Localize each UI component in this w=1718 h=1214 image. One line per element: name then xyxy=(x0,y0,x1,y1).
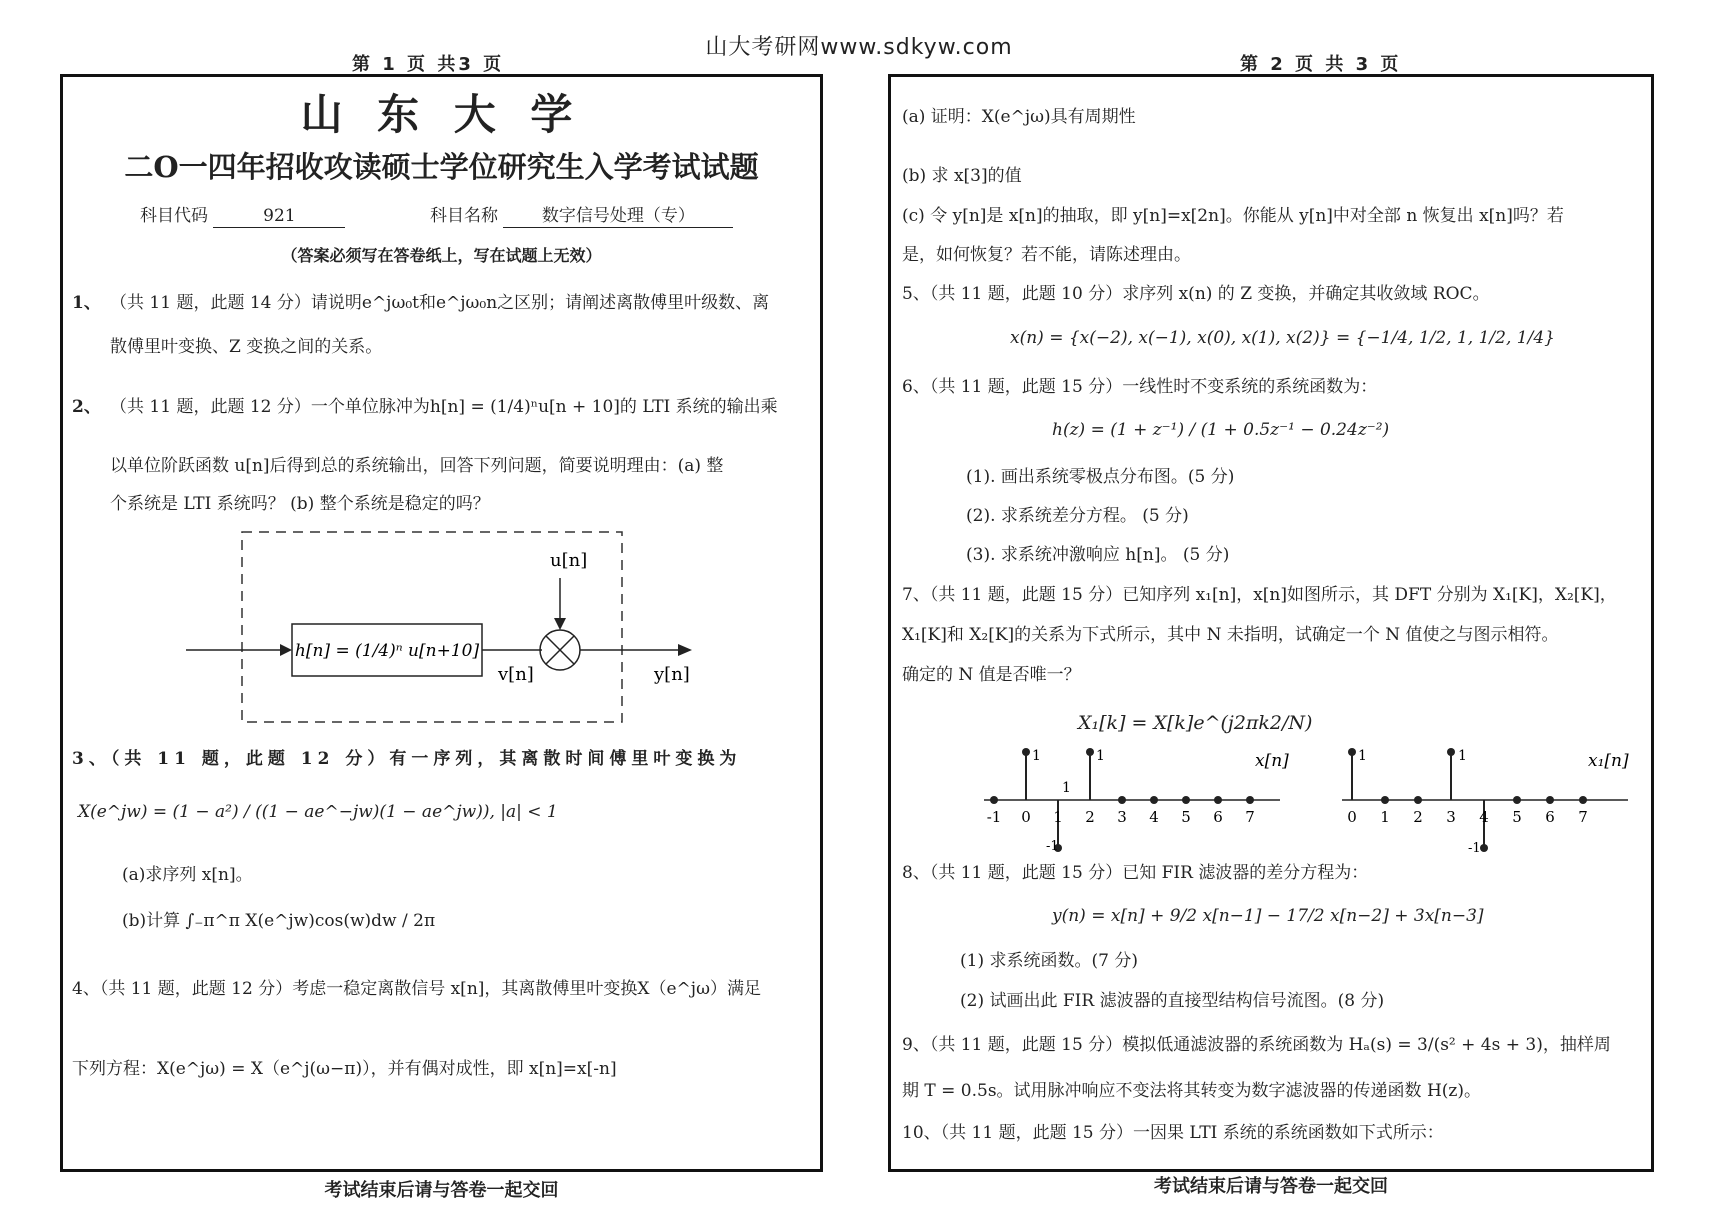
x1n-stem-point xyxy=(1546,796,1554,804)
q8-part-1: (1) 求系统函数。(7 分) xyxy=(960,951,1138,971)
q6-part-3: (3). 求系统冲激响应 h[n]。 (5 分) xyxy=(966,545,1230,565)
q2-line1: （共 11 题，此题 12 分）一个单位脉冲为h[n] = (1/4)ⁿu[n + 10]的 LTI 系统的输出乘 xyxy=(110,397,778,417)
subject-name-row xyxy=(430,205,733,228)
xn-value-label: 1 xyxy=(1096,748,1105,764)
xn-value-label: 1 xyxy=(1032,748,1041,764)
xn-tick-label: 2 xyxy=(1085,808,1095,826)
q6-formula: h(z) = (1 + z⁻¹) / (1 + 0.5z⁻¹ − 0.24z⁻²) xyxy=(1052,420,1390,440)
q5-line1: 5、（共 11 题，此题 10 分）求序列 x(n) 的 Z 变换，并确定其收敛域 ROC。 xyxy=(902,284,1490,304)
q10-line1: 10、（共 11 题，此题 15 分）一因果 LTI 系统的系统函数如下式所示： xyxy=(902,1123,1444,1143)
un-label: u[n] xyxy=(550,550,588,571)
q4-part-c-line1: (c) 令 y[n]是 x[n]的抽取，即 y[n]=x[2n]。你能从 y[n]中对全部 n 恢复出 x[n]吗？若 xyxy=(902,206,1564,226)
x1n-value-label: 1 xyxy=(1458,748,1467,764)
x1n-tick-label: 6 xyxy=(1545,808,1555,826)
xn-tick-label: 3 xyxy=(1117,808,1127,826)
q4-part-a: (a) 证明：X(e^jω)具有周期性 xyxy=(902,107,1136,127)
un-arrowhead xyxy=(554,618,566,630)
q7-line1: 7、（共 11 题，此题 15 分）已知序列 x₁[n]，x[n]如图所示，其 DFT 分别为 X₁[K]，X₂[K]， xyxy=(902,585,1617,605)
xn-label: x[n] xyxy=(1255,751,1289,771)
x1n-tick-label: 7 xyxy=(1578,808,1588,826)
subject-name-value: 数字信号处理（专） xyxy=(503,205,733,228)
x1n-stem-point xyxy=(1579,796,1587,804)
xn-value-label: 1 xyxy=(1062,780,1071,796)
x1n-tick-label: 5 xyxy=(1512,808,1522,826)
xn-stem-point xyxy=(990,796,998,804)
x1n-tick-label: 3 xyxy=(1446,808,1456,826)
stem-plot-x1n xyxy=(1338,744,1638,854)
yn-label: y[n] xyxy=(654,664,690,685)
subject-code-value: 921 xyxy=(213,205,345,228)
university-name: 山 东 大 学 xyxy=(300,90,583,139)
xn-value-label: -1 xyxy=(1046,839,1059,854)
q8-formula: y(n) = x[n] + 9/2 x[n−1] − 17/2 x[n−2] + 3x[n−3] xyxy=(1052,906,1484,926)
answer-notice: （答案必须写在答卷纸上，写在试题上无效） xyxy=(281,246,602,265)
q7-line3: 确定的 N 值是否唯一？ xyxy=(902,665,1081,685)
q8-line1: 8、（共 11 题，此题 15 分）已知 FIR 滤波器的差分方程为： xyxy=(902,863,1369,883)
x1n-tick-label: 1 xyxy=(1380,808,1390,826)
xn-tick-label: 7 xyxy=(1245,808,1255,826)
q3-formula: X(e^jw) = (1 − a²) / ((1 − ae^−jw)(1 − ae^jw)), |a| < 1 xyxy=(78,802,558,822)
x1n-stem-point xyxy=(1447,748,1455,756)
exam-title: 二O一四年招收攻读硕士学位研究生入学考试试题 xyxy=(124,150,759,184)
site-watermark: 山大考研网www.sdkyw.com xyxy=(705,35,1013,60)
q3-part-b: (b)计算 ∫₋π^π X(e^jw)cos(w)dw / 2π xyxy=(122,911,436,931)
x1n-stem-point xyxy=(1348,748,1356,756)
xn-tick-label: 0 xyxy=(1021,808,1031,826)
q1-line1: （共 11 题，此题 14 分）请说明e^jω₀t和e^jω₀n之区别；请阐述离散傅里叶级数、离 xyxy=(110,293,770,313)
q6-part-2: (2). 求系统差分方程。 (5 分) xyxy=(966,506,1189,526)
q2-number: 2、 xyxy=(72,397,101,417)
x1n-label: x₁[n] xyxy=(1588,751,1629,771)
x1n-tick-label: 2 xyxy=(1413,808,1423,826)
xn-tick-label: -1 xyxy=(986,808,1002,826)
subject-code-label: 科目代码 xyxy=(140,206,208,226)
xn-stem-point xyxy=(1022,748,1030,756)
input-arrowhead xyxy=(280,644,292,656)
q2-line3: 个系统是 LTI 系统吗？ (b) 整个系统是稳定的吗？ xyxy=(110,494,490,514)
page-number-right: 第 2 页 共 3 页 xyxy=(1240,54,1402,75)
q2-line2: 以单位阶跃函数 u[n]后得到总的系统输出，回答下列问题，简要说明理由：(a) 整 xyxy=(110,456,724,476)
x1n-stem-point xyxy=(1381,796,1389,804)
q4-part-b: (b) 求 x[3]的值 xyxy=(902,166,1022,186)
xn-tick-label: 6 xyxy=(1213,808,1223,826)
q1-number: 1、 xyxy=(72,293,101,313)
page-number-left: 第 1 页 共3 页 xyxy=(352,54,505,75)
vn-label: v[n] xyxy=(498,664,534,685)
q4-line1: 4、（共 11 题，此题 12 分）考虑一稳定离散信号 x[n]，其离散傅里叶变换X（e^jω）满足 xyxy=(72,979,761,999)
xn-stem-point xyxy=(1086,748,1094,756)
xn-stem-point xyxy=(1182,796,1190,804)
xn-tick-label: 4 xyxy=(1149,808,1159,826)
right-footer: 考试结束后请与答卷一起交回 xyxy=(1154,1176,1388,1197)
q9-line1: 9、（共 11 题，此题 15 分）模拟低通滤波器的系统函数为 Hₐ(s) = 3/(s² + 4s + 3)，抽样周 xyxy=(902,1035,1611,1055)
xn-stem-point xyxy=(1118,796,1126,804)
q3-line1: 3、（共 11 题，此题 12 分）有一序列，其离散时间傅里叶变换为 xyxy=(72,749,742,769)
xn-stem-point xyxy=(1150,796,1158,804)
q6-part-1: (1). 画出系统零极点分布图。(5 分) xyxy=(966,467,1235,487)
q5-formula: x(n) = {x(−2), x(−1), x(0), x(1), x(2)} = {−1/4, 1/2, 1, 1/2, 1/4} xyxy=(1010,328,1555,348)
q8-part-2: (2) 试画出此 FIR 滤波器的直接型结构信号流图。(8 分) xyxy=(960,991,1385,1011)
q4-line2: 下列方程：X(e^jω) = X（e^j(ω−π)），并有偶对成性，即 x[n]=x[-n] xyxy=(72,1059,617,1079)
x1n-stem-point xyxy=(1480,844,1488,852)
q1-line2: 散傅里叶变换、Z 变换之间的关系。 xyxy=(110,337,383,357)
xn-stem-point xyxy=(1246,796,1254,804)
q7-formula: X₁[k] = X[k]e^(j2πk2/N) xyxy=(1078,712,1313,734)
system-block-diagram xyxy=(180,526,700,726)
xn-stem-point xyxy=(1214,796,1222,804)
q3-part-a: (a)求序列 x[n]。 xyxy=(122,865,253,885)
xn-tick-label: 1 xyxy=(1053,808,1063,826)
subject-name-label: 科目名称 xyxy=(430,206,498,226)
q9-line2: 期 T = 0.5s。试用脉冲响应不变法将其转变为数字滤波器的传递函数 H(z)。 xyxy=(902,1081,1482,1101)
x1n-value-label: 1 xyxy=(1358,748,1367,764)
q6-line1: 6、（共 11 题，此题 15 分）一线性时不变系统的系统函数为： xyxy=(902,377,1378,397)
x1n-stem-point xyxy=(1513,796,1521,804)
x1n-tick-label: 0 xyxy=(1347,808,1357,826)
stem-plot-xn xyxy=(980,744,1300,854)
left-footer: 考试结束后请与答卷一起交回 xyxy=(324,1180,559,1201)
output-arrowhead xyxy=(678,644,692,656)
x1n-value-label: -1 xyxy=(1468,841,1481,854)
x1n-stem-point xyxy=(1414,796,1422,804)
xn-tick-label: 5 xyxy=(1181,808,1191,826)
subject-code-row xyxy=(140,205,345,228)
block-label: h[n] = (1/4)ⁿ u[n+10] xyxy=(294,641,480,661)
q4-part-c-line2: 是，如何恢复？若不能，请陈述理由。 xyxy=(902,245,1191,265)
q7-line2: X₁[K]和 X₂[K]的关系为下式所示，其中 N 未指明，试确定一个 N 值使之与图示相符。 xyxy=(902,625,1559,645)
x1n-tick-label: 4 xyxy=(1479,808,1489,826)
